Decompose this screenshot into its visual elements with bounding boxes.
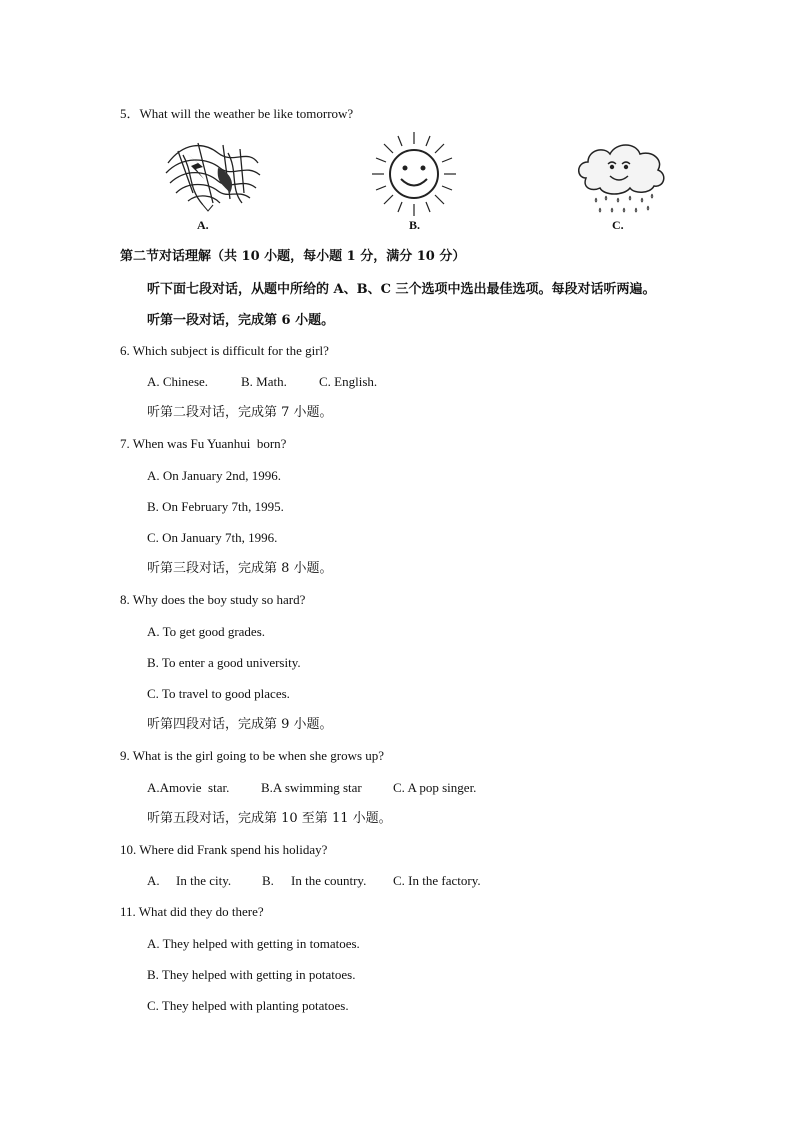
q11-option-c: C. They helped with planting potatoes.	[147, 998, 349, 1013]
q9-option-c: C. A pop singer.	[393, 780, 477, 795]
q11-option-a: A. They helped with getting in tomatoes.	[147, 936, 360, 951]
q8-option-c: C. To travel to good places.	[147, 686, 290, 701]
q6-option-b: B. Math.	[241, 374, 287, 389]
section-2-heading: 第二节对话理解（共 10 小题，每小题 1 分，满分 10 分）	[120, 249, 466, 264]
q7-option-b: B. On February 7th, 1995.	[147, 499, 284, 514]
q10-option-c: C. In the factory.	[393, 873, 481, 888]
rain-cloud-icon	[574, 138, 670, 220]
q7-option-a: A. On January 2nd, 1996.	[147, 468, 281, 483]
q6-option-a: A. Chinese.	[147, 374, 209, 389]
question-7: 7. When was Fu Yuanhui born?	[120, 436, 287, 451]
storm-icon	[158, 133, 268, 215]
question-8: 8. Why does the boy study so hard?	[120, 592, 306, 607]
option-a-label: A.	[197, 218, 209, 232]
q10-option-a: In the city.	[176, 873, 232, 888]
sun-icon	[366, 128, 462, 220]
q10-option-b-letter: B.	[262, 873, 274, 888]
section-2-instruction: 听下面七段对话，从题中所给的 A、B、C 三个选项中选出最佳选项。每段对话听两遍。	[147, 282, 656, 297]
q6-option-c: C. English.	[319, 374, 378, 389]
q10-option-a-letter: A.	[147, 873, 160, 888]
dialog-4-note: 听第四段对话，完成第 9 小题。	[147, 717, 333, 732]
dialog-2-note: 听第二段对话，完成第 7 小题。	[147, 405, 333, 420]
question-10: 10. Where did Frank spend his holiday?	[120, 842, 328, 857]
q9-option-b: B.A swimming star	[261, 780, 362, 795]
question-11: 11. What did they do there?	[120, 904, 264, 919]
dialog-5-note: 听第五段对话，完成第 10 至第 11 小题。	[147, 811, 392, 826]
question-5: 5．What will the weather be like tomorrow?	[120, 106, 354, 121]
q11-option-b: B. They helped with getting in potatoes.	[147, 967, 356, 982]
question-9: 9. What is the girl going to be when she grows up?	[120, 748, 385, 763]
q9-option-a: A.Amovie star.	[147, 780, 230, 795]
question-6: 6. Which subject is difficult for the girl?	[120, 343, 329, 358]
dialog-3-note: 听第三段对话，完成第 8 小题。	[147, 561, 333, 576]
dialog-1-note: 听第一段对话，完成第 6 小题。	[147, 313, 335, 328]
q8-option-a: A. To get good grades.	[147, 624, 265, 639]
option-b-label: B.	[409, 218, 421, 232]
q8-option-b: B. To enter a good university.	[147, 655, 301, 670]
option-c-label: C.	[612, 218, 624, 232]
q10-option-b: In the country.	[291, 873, 367, 888]
q7-option-c: C. On January 7th, 1996.	[147, 530, 278, 545]
